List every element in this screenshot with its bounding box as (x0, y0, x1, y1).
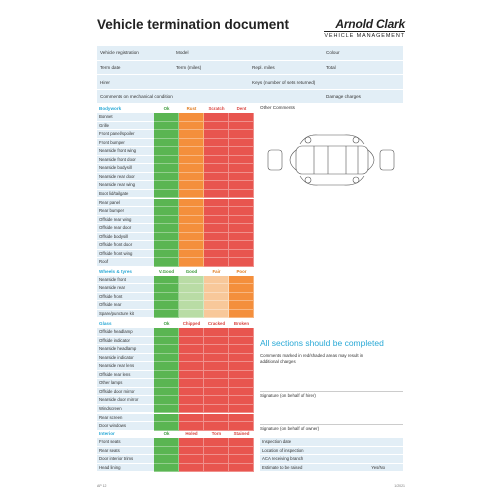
condition-checkbox[interactable] (204, 447, 229, 456)
condition-checkbox[interactable] (229, 310, 254, 319)
condition-checkbox[interactable] (204, 164, 229, 173)
column-header: V.Good (158, 268, 175, 274)
condition-checkbox[interactable] (179, 345, 204, 354)
condition-checkbox[interactable] (179, 250, 204, 259)
condition-checkbox[interactable] (154, 310, 179, 319)
column-header: Good (185, 268, 198, 274)
condition-checkbox[interactable] (154, 233, 179, 242)
row-label: Nearside front door (97, 156, 154, 165)
info-row (97, 46, 403, 61)
row-label: Door interior trims (97, 455, 154, 464)
condition-checkbox[interactable] (179, 455, 204, 464)
inspection-row (97, 354, 254, 363)
condition-checkbox[interactable] (179, 362, 204, 371)
condition-checkbox[interactable] (204, 371, 229, 380)
condition-checkbox[interactable] (229, 113, 254, 122)
column-header: Chipped (182, 321, 201, 326)
row-label: Nearside rear (97, 284, 154, 293)
info-row (97, 90, 403, 105)
row-label: Nearside headlamp (97, 345, 154, 354)
condition-checkbox[interactable] (204, 233, 229, 242)
document-title: Vehicle termination document (97, 17, 290, 32)
condition-checkbox[interactable] (154, 337, 179, 346)
row-label: Offside front (97, 293, 154, 302)
row-label: Nearside door mirror (97, 396, 154, 405)
condition-checkbox[interactable] (154, 224, 179, 233)
condition-checkbox[interactable] (179, 216, 204, 225)
inspection-row (97, 250, 254, 259)
row-label: Grille (97, 122, 154, 131)
section-title: Glass (99, 321, 112, 326)
row-label: Front seats (97, 438, 154, 447)
condition-checkbox[interactable] (179, 328, 204, 337)
inspection-row (97, 405, 254, 414)
row-label: Offside headlamp (97, 328, 154, 337)
condition-checkbox[interactable] (154, 156, 179, 165)
condition-checkbox[interactable] (179, 379, 204, 388)
other-comments-label: Other Comments (260, 105, 295, 110)
row-label: Offside rear (97, 301, 154, 310)
inspection-row (97, 122, 254, 131)
inspection-row (97, 224, 254, 233)
condition-checkbox[interactable] (229, 147, 254, 156)
condition-checkbox[interactable] (204, 405, 229, 414)
row-label: Head lining (97, 464, 154, 473)
condition-checkbox[interactable] (179, 276, 204, 285)
condition-checkbox[interactable] (179, 301, 204, 310)
condition-checkbox[interactable] (179, 414, 204, 423)
inspection-row (97, 113, 254, 122)
condition-checkbox[interactable] (204, 156, 229, 165)
condition-checkbox[interactable] (229, 284, 254, 293)
condition-checkbox[interactable] (179, 241, 204, 250)
inspection-detail-field[interactable] (260, 464, 403, 473)
condition-checkbox[interactable] (179, 293, 204, 302)
condition-checkbox[interactable] (204, 147, 229, 156)
inspection-detail-field[interactable] (260, 455, 403, 464)
info-row (97, 61, 403, 76)
condition-checkbox[interactable] (229, 181, 254, 190)
condition-checkbox[interactable] (154, 122, 179, 131)
inspection-row (97, 438, 254, 447)
inspection-row (97, 147, 254, 156)
condition-checkbox[interactable] (229, 173, 254, 182)
condition-checkbox[interactable] (229, 139, 254, 148)
condition-checkbox[interactable] (229, 156, 254, 165)
condition-checkbox[interactable] (154, 190, 179, 199)
column-header: Cracked (207, 321, 226, 326)
section-title: Bodywork (99, 106, 122, 111)
row-label: Front bumper (97, 139, 154, 148)
condition-checkbox[interactable] (229, 337, 254, 346)
row-label: Offside door mirror (97, 388, 154, 397)
column-header: Ok (163, 106, 170, 111)
condition-checkbox[interactable] (154, 414, 179, 423)
inspection-row (97, 207, 254, 216)
inspection-row (97, 310, 254, 319)
row-label: Offside front wing (97, 250, 154, 259)
condition-checkbox[interactable] (154, 216, 179, 225)
detail-label: ACA receiving branch (262, 456, 304, 462)
bodywork-section-header (97, 104, 254, 113)
company-logo (324, 18, 405, 39)
condition-checkbox[interactable] (229, 464, 254, 473)
condition-checkbox[interactable] (204, 379, 229, 388)
logo-sub-text: VEHICLE MANAGEMENT (324, 32, 405, 39)
condition-checkbox[interactable] (204, 464, 229, 473)
condition-checkbox[interactable] (154, 362, 179, 371)
document-page (90, 8, 410, 494)
detail-label: Inspection date (262, 439, 292, 444)
condition-checkbox[interactable] (154, 181, 179, 190)
condition-checkbox[interactable] (154, 147, 179, 156)
interior-section-header (97, 429, 254, 438)
condition-checkbox[interactable] (204, 414, 229, 423)
condition-checkbox[interactable] (229, 199, 254, 208)
inspection-row (97, 455, 254, 464)
condition-checkbox[interactable] (229, 241, 254, 250)
condition-checkbox[interactable] (154, 388, 179, 397)
logo-main-text: Arnold Clark (335, 17, 405, 31)
condition-checkbox[interactable] (204, 362, 229, 371)
condition-checkbox[interactable] (204, 122, 229, 131)
condition-checkbox[interactable] (229, 216, 254, 225)
condition-checkbox[interactable] (229, 396, 254, 405)
row-label: Offside rear wing (97, 216, 154, 225)
condition-checkbox[interactable] (229, 388, 254, 397)
row-label: Rear bumper (97, 207, 154, 216)
column-header: Broken (233, 321, 250, 326)
condition-checkbox[interactable] (229, 190, 254, 199)
row-label: Offside front door (97, 241, 154, 250)
condition-checkbox[interactable] (179, 388, 204, 397)
condition-checkbox[interactable] (179, 284, 204, 293)
inspection-detail-field[interactable] (260, 447, 403, 456)
condition-checkbox[interactable] (229, 414, 254, 423)
condition-checkbox[interactable] (229, 371, 254, 380)
column-header: Ok (163, 431, 170, 436)
condition-checkbox[interactable] (154, 447, 179, 456)
condition-checkbox[interactable] (229, 164, 254, 173)
column-header: Torn (211, 431, 222, 436)
condition-checkbox[interactable] (179, 139, 204, 148)
inspection-row (97, 241, 254, 250)
condition-checkbox[interactable] (229, 362, 254, 371)
condition-checkbox[interactable] (229, 293, 254, 302)
inspection-row (97, 190, 254, 199)
inspection-row (97, 293, 254, 302)
condition-checkbox[interactable] (154, 301, 179, 310)
condition-checkbox[interactable] (204, 354, 229, 363)
detail-label: Location of inspection (262, 447, 304, 453)
condition-checkbox[interactable] (154, 130, 179, 139)
condition-checkbox[interactable] (229, 328, 254, 337)
row-label: Roof (97, 258, 154, 267)
condition-checkbox[interactable] (154, 328, 179, 337)
notice-title: All sections should be completed (260, 338, 384, 348)
row-label: Rear screen (97, 414, 154, 423)
condition-checkbox[interactable] (229, 224, 254, 233)
condition-checkbox[interactable] (204, 216, 229, 225)
condition-checkbox[interactable] (229, 301, 254, 310)
completion-notice (260, 338, 384, 365)
condition-checkbox[interactable] (204, 345, 229, 354)
condition-checkbox[interactable] (179, 113, 204, 122)
row-label: Spare/puncture kit (97, 310, 154, 319)
condition-checkbox[interactable] (204, 190, 229, 199)
column-header: Rust (186, 106, 197, 111)
inspection-row (97, 181, 254, 190)
condition-checkbox[interactable] (154, 199, 179, 208)
inspection-row (97, 130, 254, 139)
condition-checkbox[interactable] (154, 276, 179, 285)
inspection-row (97, 396, 254, 405)
owner-signature-field[interactable]: Signature (on behalf of owner) (260, 424, 403, 435)
condition-checkbox[interactable] (229, 455, 254, 464)
condition-checkbox[interactable] (154, 379, 179, 388)
row-label: Other lamps (97, 379, 154, 388)
info-field[interactable]: Keys (number of sets returned) (252, 79, 316, 85)
hirer-signature-field[interactable]: Signature (on behalf of hirer) (260, 391, 403, 402)
section-title: Interior (99, 431, 115, 436)
condition-checkbox[interactable] (229, 405, 254, 414)
inspection-row (97, 216, 254, 225)
inspection-row (97, 199, 254, 208)
condition-checkbox[interactable] (179, 207, 204, 216)
column-header: Poor (236, 268, 247, 274)
condition-checkbox[interactable] (154, 284, 179, 293)
condition-checkbox[interactable] (179, 164, 204, 173)
condition-checkbox[interactable] (204, 438, 229, 447)
footer-code: AP 12 (97, 484, 107, 488)
condition-checkbox[interactable] (204, 276, 229, 285)
condition-checkbox[interactable] (204, 241, 229, 250)
condition-checkbox[interactable] (154, 241, 179, 250)
condition-checkbox[interactable] (154, 464, 179, 473)
condition-checkbox[interactable] (179, 405, 204, 414)
info-row (97, 75, 403, 90)
condition-checkbox[interactable] (229, 438, 254, 447)
inspection-row (97, 414, 254, 423)
condition-checkbox[interactable] (154, 438, 179, 447)
inspection-row (97, 447, 254, 456)
row-label: Door windows (97, 422, 154, 431)
condition-checkbox[interactable] (179, 156, 204, 165)
condition-checkbox[interactable] (204, 224, 229, 233)
row-label: Offside indicator (97, 337, 154, 346)
condition-checkbox[interactable] (204, 173, 229, 182)
row-label: Offside rear lens (97, 371, 154, 380)
condition-checkbox[interactable] (154, 139, 179, 148)
inspection-row (97, 371, 254, 380)
condition-checkbox[interactable] (154, 354, 179, 363)
inspection-row (97, 379, 254, 388)
condition-checkbox[interactable] (229, 233, 254, 242)
yes-no-label: Yes/No (371, 464, 385, 470)
condition-checkbox[interactable] (179, 181, 204, 190)
vehicle-info-table (97, 46, 403, 104)
condition-checkbox[interactable] (154, 371, 179, 380)
condition-checkbox[interactable] (154, 345, 179, 354)
condition-checkbox[interactable] (229, 130, 254, 139)
inspection-row (97, 388, 254, 397)
column-header: Scratch (208, 106, 225, 111)
row-label: Nearside rear wing (97, 181, 154, 190)
row-label: Nearside rear lens (97, 362, 154, 371)
condition-checkbox[interactable] (229, 122, 254, 131)
condition-checkbox[interactable] (204, 388, 229, 397)
column-header: Holed (185, 431, 198, 436)
row-label: Offside rear door (97, 224, 154, 233)
condition-checkbox[interactable] (204, 113, 229, 122)
inspection-row (97, 337, 254, 346)
condition-checkbox[interactable] (179, 199, 204, 208)
condition-checkbox[interactable] (154, 164, 179, 173)
condition-checkbox[interactable] (204, 337, 229, 346)
glass-section-header (97, 319, 254, 328)
condition-checkbox[interactable] (204, 207, 229, 216)
condition-checkbox[interactable] (229, 250, 254, 259)
condition-checkbox[interactable] (154, 250, 179, 259)
condition-checkbox[interactable] (229, 345, 254, 354)
inspection-row (97, 284, 254, 293)
column-header: Ok (163, 321, 170, 326)
row-label: Nearside front wing (97, 147, 154, 156)
condition-checkbox[interactable] (179, 337, 204, 346)
condition-checkbox[interactable] (179, 438, 204, 447)
condition-checkbox[interactable] (154, 173, 179, 182)
footer-date: 1/2021 (394, 484, 405, 488)
condition-checkbox[interactable] (204, 328, 229, 337)
condition-checkbox[interactable] (154, 207, 179, 216)
column-header: Fair (212, 268, 221, 274)
condition-checkbox[interactable] (204, 310, 229, 319)
condition-checkbox[interactable] (179, 122, 204, 131)
condition-checkbox[interactable] (204, 284, 229, 293)
info-field[interactable]: Hirer (100, 79, 110, 85)
condition-checkbox[interactable] (204, 396, 229, 405)
info-field[interactable]: Repl. miles (252, 64, 275, 70)
condition-checkbox[interactable] (204, 250, 229, 259)
condition-checkbox[interactable] (179, 173, 204, 182)
inspection-row (97, 276, 254, 285)
section-title: Wheels & tyres (99, 268, 132, 274)
column-header: Stained (233, 431, 250, 436)
condition-checkbox[interactable] (154, 293, 179, 302)
row-label: Rear panel (97, 199, 154, 208)
notice-text: Comments marked in red/shaded areas may result in additional charges (260, 353, 364, 364)
inspection-detail-field[interactable] (260, 438, 403, 447)
condition-checkbox[interactable] (204, 199, 229, 208)
info-field[interactable]: Total (326, 64, 336, 70)
condition-checkbox[interactable] (229, 276, 254, 285)
row-label: Boot lid/tailgate (97, 190, 154, 199)
condition-checkbox[interactable] (229, 207, 254, 216)
condition-checkbox[interactable] (179, 310, 204, 319)
condition-checkbox[interactable] (179, 224, 204, 233)
condition-checkbox[interactable] (179, 147, 204, 156)
condition-checkbox[interactable] (154, 405, 179, 414)
inspection-row (97, 164, 254, 173)
info-field[interactable]: Term date (100, 64, 121, 70)
inspection-row (97, 362, 254, 371)
inspection-row (97, 301, 254, 310)
info-field[interactable]: Vehicle registration (100, 50, 139, 56)
condition-checkbox[interactable] (154, 455, 179, 464)
row-label: Nearside bodysill (97, 164, 154, 173)
condition-checkbox[interactable] (179, 233, 204, 242)
info-field[interactable]: Comments on mechanical condition (100, 94, 173, 100)
condition-checkbox[interactable] (154, 113, 179, 122)
condition-checkbox[interactable] (204, 455, 229, 464)
condition-checkbox[interactable] (179, 190, 204, 199)
row-label: Nearside rear door (97, 173, 154, 182)
condition-checkbox[interactable] (229, 447, 254, 456)
car-damage-diagram-icon (266, 130, 396, 190)
condition-checkbox[interactable] (154, 396, 179, 405)
condition-checkbox[interactable] (204, 293, 229, 302)
condition-checkbox[interactable] (179, 464, 204, 473)
inspection-row (97, 233, 254, 242)
condition-checkbox[interactable] (179, 130, 204, 139)
inspection-row (97, 156, 254, 165)
inspection-row (97, 328, 254, 337)
condition-checkbox[interactable] (229, 354, 254, 363)
row-label: Nearside front (97, 276, 154, 285)
inspection-row (97, 464, 254, 473)
info-field[interactable]: Model (176, 50, 189, 56)
condition-checkbox[interactable] (179, 447, 204, 456)
condition-checkbox[interactable] (204, 301, 229, 310)
row-label: Front panel/spoiler (97, 130, 154, 139)
info-field[interactable]: Term (miles) (176, 64, 202, 70)
condition-checkbox[interactable] (204, 130, 229, 139)
inspection-row (97, 173, 254, 182)
row-label: Offside bodysill (97, 233, 154, 242)
condition-checkbox[interactable] (179, 354, 204, 363)
detail-label: Estimate to be raised (262, 464, 303, 470)
row-label: Nearside indicator (97, 354, 154, 363)
row-label: Bonnet (97, 113, 154, 122)
inspection-row (97, 139, 254, 148)
condition-checkbox[interactable] (229, 379, 254, 388)
condition-checkbox[interactable] (204, 181, 229, 190)
row-label: Windscreen (97, 405, 154, 414)
info-field[interactable]: Damage charges (326, 94, 361, 100)
condition-checkbox[interactable] (204, 139, 229, 148)
condition-checkbox[interactable] (179, 396, 204, 405)
column-header: Dent (236, 106, 247, 111)
wheels-section-header (97, 267, 254, 276)
condition-checkbox[interactable] (179, 371, 204, 380)
row-label: Rear seats (97, 447, 154, 456)
inspection-row (97, 345, 254, 354)
info-field[interactable]: Colour (326, 50, 340, 56)
